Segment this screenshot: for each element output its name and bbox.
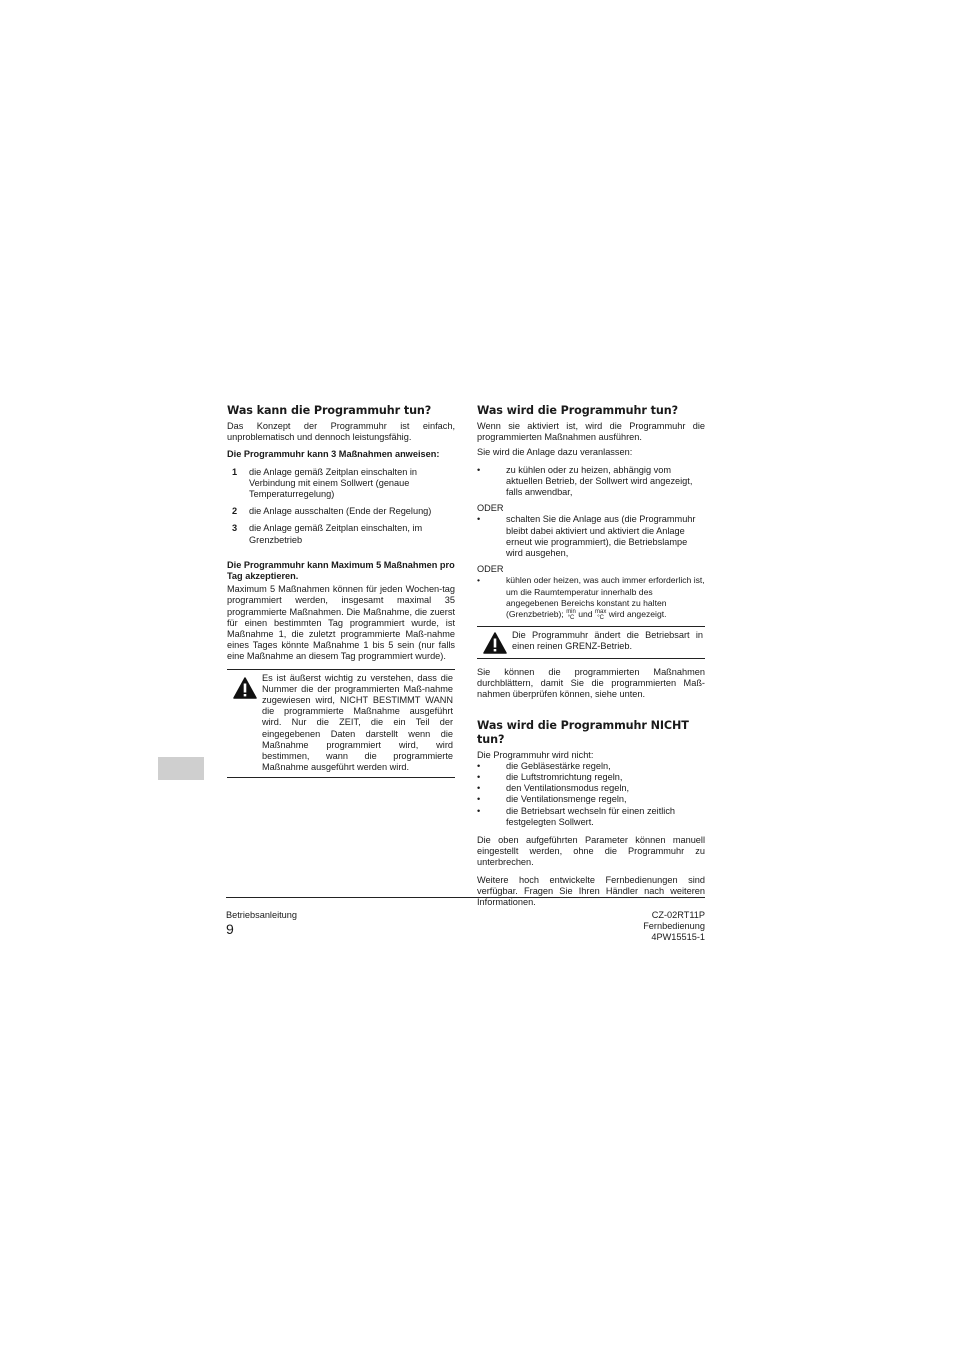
section-heading-what-will: Was wird die Programmuhr tun? xyxy=(477,404,678,417)
warning-text: Es ist äußerst wichtig zu verstehen, dass die Nummer die der programmierten Maß-nahme zugewiesen wird, NICHT BESTIMMT WANN die programmierte Maßnahme ausgeführt wird. Nur die ZEIT, die ein Teil der eingegebenen Daten darstellt wenn die Maßnahme programmiert wird, wird bestimmen, wann die programmierte Maßnahme ausgeführt werden wird. xyxy=(262,672,453,773)
actions-list xyxy=(227,467,455,546)
list-item: • den Ventilationsmodus regeln, xyxy=(477,783,705,794)
more-paragraph: Weitere hoch entwickelte Fernbedienungen sind verfügbar. Fragen Sie Ihren Händler nach weiteren Informationen. xyxy=(477,874,705,908)
right-column xyxy=(477,404,705,914)
action-item: 3 die Anlage gemäß Zeitplan einschalten, im Grenzbetrieb xyxy=(232,523,423,545)
page-number: 9 xyxy=(226,921,234,937)
oder-label: ODER xyxy=(477,564,504,575)
list-item: • die Luftstromrichtung regeln, xyxy=(477,772,705,783)
warning-text: Die Programmuhr ändert die Betriebsart in einen reinen GRENZ-Betrieb. xyxy=(512,630,703,652)
warning-icon xyxy=(477,630,512,654)
max-actions-title: Die Programmuhr kann Maximum 5 Maßnahmen pro Tag akzeptieren. xyxy=(227,559,455,582)
max-temp-icon: max °C xyxy=(594,609,607,622)
not-lead: Die Programmuhr wird nicht: xyxy=(477,749,594,760)
list-item: • schalten Sie die Anlage aus (die Programmuhr bleibt dabei aktiviert und aktiviert die Anlage erneut wie programmiert), die Betriebslampe wird ausgehen, xyxy=(477,514,705,559)
action-item: 2 die Anlage ausschalten (Ende der Regelung) xyxy=(232,506,432,517)
max-actions-paragraph: Maximum 5 Maßnahmen können für jeden Wochen-tag programmiert werden, insgesamt maximal 35 programmierte Maßnahmen. Die Maßnahme, die zuerst für einen bestimmten Tag programmiert wurde, ist Maßnahme 1, die zuletzt programmierte Maß-nahme eines Tages könnte Maßnahme 1 bis 5 sein (nur falls eine Maßnahme an diesem Tag programmiert wurde). xyxy=(227,584,455,662)
model-number: CZ-02RT11P xyxy=(651,910,705,920)
intro-paragraph: Das Konzept der Programmuhr ist einfach, unproblematisch und dennoch leistungsfähig. xyxy=(227,421,455,443)
list-item: • zu kühlen oder zu heizen, abhängig vom aktuellen Betrieb, der Sollwert wird angezeigt, falls anwendbar, xyxy=(477,465,705,499)
warning-icon xyxy=(227,673,262,774)
footer-product-info xyxy=(560,910,705,944)
behaviour-list xyxy=(477,465,705,499)
footer-divider xyxy=(226,897,705,898)
document-code: 4PW15515-1 xyxy=(651,932,705,943)
action-item: 1 die Anlage gemäß Zeitplan einschalten in Verbindung mit einem Sollwert (genaue Temperaturregelung) xyxy=(232,466,418,500)
actions-title: Die Programmuhr kann 3 Maßnahmen anweisen: xyxy=(227,449,440,460)
warning-box xyxy=(227,669,455,779)
section-heading-what-can: Was kann die Programmuhr tun? xyxy=(227,404,432,417)
chapter-tab xyxy=(158,757,204,780)
warning-box xyxy=(477,626,705,659)
behaviour-list xyxy=(477,575,705,621)
browse-paragraph: Sie können die programmierten Maßnahmen durchblättern, damit Sie die programmierten Maß-nahmen überprüfen können, siehe unten. xyxy=(477,667,705,700)
manual-paragraph: Die oben aufgeführten Parameter können manuell eingestellt werden, ohne die Programmuhr zu unterbrechen. xyxy=(477,835,705,868)
activation-paragraph: Wenn sie aktiviert ist, wird die Programmuhr die programmierten Maßnahmen ausführen. xyxy=(477,421,705,443)
section-heading-what-not: Was wird die Programmuhr NICHT tun? xyxy=(477,718,689,746)
lead-paragraph: Sie wird die Anlage dazu veranlassen: xyxy=(477,447,633,458)
product-name: Fernbedienung xyxy=(643,921,705,932)
list-item: • die Gebläsestärke regeln, xyxy=(477,761,705,772)
list-item: • die Betriebsart wechseln für einen zeitlich festgelegten Sollwert. xyxy=(477,806,705,828)
not-list xyxy=(477,761,705,828)
list-item: • kühlen oder heizen, was auch immer erforderlich ist, um die Raumtemperatur innerhalb des angegebenen Bereichs konstant zu halten (Grenzbetrieb); min °C und max °C wird angezeigt. xyxy=(477,575,705,621)
min-temp-icon: min °C xyxy=(566,609,576,622)
list-item: • die Ventilationsmenge regeln, xyxy=(477,794,705,805)
oder-label: ODER xyxy=(477,503,504,514)
footer-doc-type: Betriebsanleitung xyxy=(226,910,297,920)
left-column xyxy=(227,404,455,784)
behaviour-list xyxy=(477,514,705,559)
